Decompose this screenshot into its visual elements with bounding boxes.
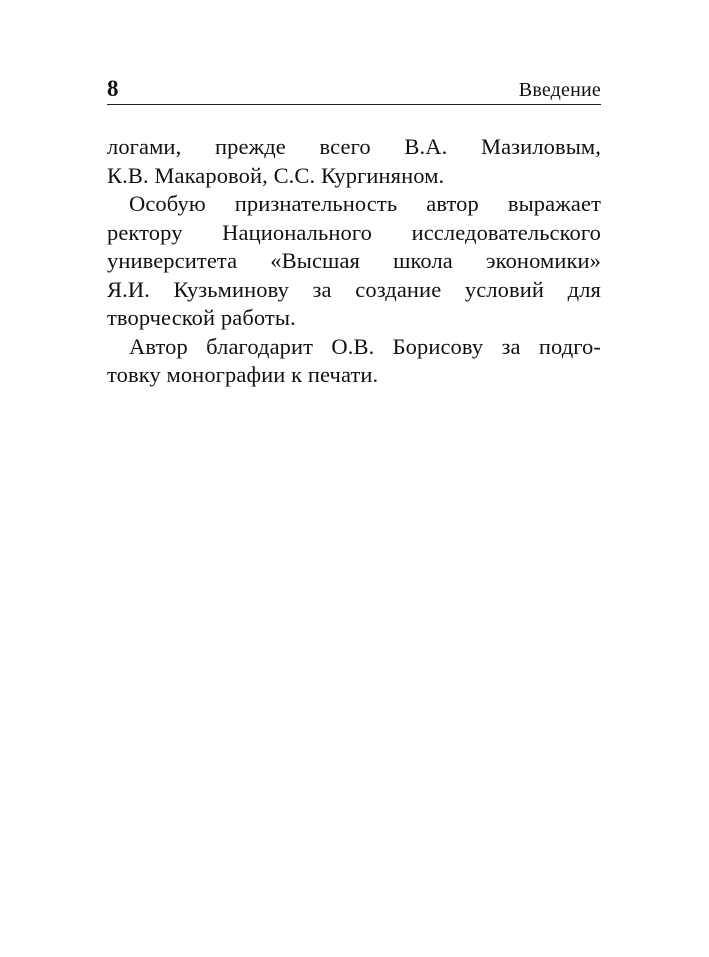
text-line: Я.И. Кузьминову за создание условий для bbox=[107, 276, 601, 302]
body-text bbox=[107, 133, 601, 390]
text-line: товку монографии к печати. bbox=[107, 362, 379, 387]
text-line: Особую признательность автор выражает bbox=[129, 191, 601, 216]
paragraph-continued bbox=[107, 133, 601, 190]
text-line: К.В. Макаровой, С.С. Кургиняном. bbox=[107, 162, 445, 188]
text-line: логами, прежде всего В.А. Мазиловым, bbox=[107, 134, 601, 159]
book-page bbox=[107, 74, 601, 390]
section-title: Введение bbox=[518, 79, 601, 101]
text-line: ректору Национального исследовательского bbox=[107, 219, 601, 245]
page-number: 8 bbox=[107, 76, 119, 101]
text-line: творческой работы. bbox=[107, 305, 296, 330]
text-line: университета «Высшая школа экономики» bbox=[107, 248, 601, 273]
paragraph-acknowledgement-editor bbox=[107, 333, 601, 390]
text-line: Автор благодарит О.В. Борисову за подго- bbox=[129, 333, 601, 359]
paragraph-acknowledgement-rector bbox=[107, 190, 601, 333]
running-header bbox=[107, 74, 601, 105]
